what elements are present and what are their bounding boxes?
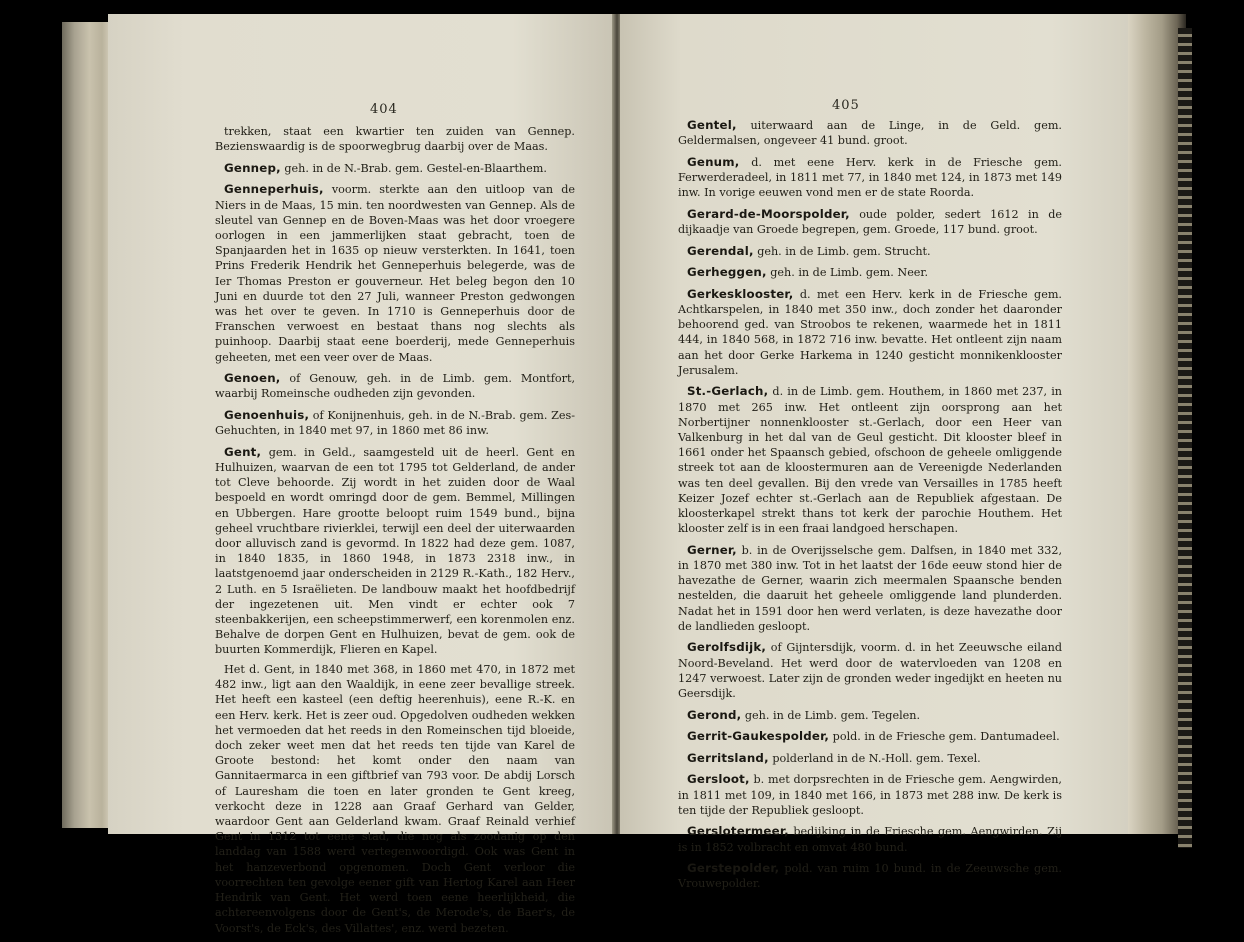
entry-text: Het d. Gent, in 1840 met 368, in 1860 met 470, in 1872 met 482 inw., ligt aan den Waaldijk, in eene zeer bevallige streek. Het heeft een kasteel (een deftig heerenhuis), eene R.-K. en een Herv. kerk. Het is zeer oud. Opgedolven oudheden wekken het vermoeden dat het reeds in den Romeinschen tijd bloeide, doch zeker weet men dat het reeds ten tijde van Karel de Groote bestond: het komt onder den naam van Gannitaermarca in een giftbrief van 793 voor. De abdij Lorsch of Lauresham die toen en later gronden te Gent kreeg, verkocht deze in 1228 aan Graaf Gerhard van Gelder, waardoor Gent aan Gelderland kwam. Graaf Reinald verhief Gent in 1312 tot eene stad, die nog als zoodanig op den landdag van 1588 werd vertegenwoordigd. Ook was Gent in het hanzeverbond opgenomen. Doch Gent verloor die voorrechten ten gevolge eener gift van Hertog Karel aan Heer Hendrik van Gent. Het werd toen eene heerlijkheid, die achtereenvolgens door de Gent's, de Merode's, de Baer's, de Voorst's, de Eck's, des Villattes', enz. werd bezeten. [215,663,575,935]
headword: Genneperhuis, [224,182,324,197]
entry-text: pold. in de Friesche gem. Dantumadeel. [829,730,1060,744]
headword: Gennep, [224,160,281,175]
headword: Gerendal, [687,243,754,258]
entry [678,861,1062,891]
entry-text: of Genouw, geh. in de Limb. gem. Montfort, waarbij Romeinsche oudheden zijn gevonden. [215,372,575,401]
entry-text: gem. in Geld., saamgesteld uit de heerl. Gent en Hulhuizen, waarvan de een tot 1795 tot Gelderland, de ander tot Cleve behoorde. Zij wordt in het zuiden door de Waal bespoeld en wordt omringd door de gem. Bemmel, Millingen en Ubbergen. Hare grootte beloopt ruim 1549 bund., bijna geheel vruchtbare rivierklei, terwijl een deel der uiterwaarden door alluvisch zand is gevormd. In 1822 had deze gem. 1087, in 1840 1835, in 1860 1948, in 1873 2318 inw., in laatstgenoemd jaar onderscheiden in 2129 R.-Kath., 182 Herv., 2 Luth. en 5 Israëlieten. De landbouw maakt het hoofdbedrijf der ingezetenen uit. Men vindt er echter ook 7 steenbakkerijen, een scheepstimmerwerf, een korenmolen enz. Behalve de dorpen Gent en Hulhuizen, bevat de gem. ook de buurten Kommerdijk, Flieren en Kapel. [215,445,575,657]
page-number: 404 [370,102,398,117]
entry [678,640,1062,701]
headword: Gerond, [687,707,742,722]
headword: Genum, [687,154,740,169]
right-page [620,14,1128,891]
entry-text: voorm. sterkte aan den uitloop van de Niers in de Maas, 15 min. ten noordwesten van Gennep. Als de sleutel van Gennep en de Boven-Maas was het door vroegere oorlogen in een jammerlijken staat gebracht, toen de Spanjaarden het in 1635 op nieuw versterkten. In 1641, toen Prins Frederik Hendrik het Genneperhuis belegerde, was de Ier Thomas Preston er gouverneur. Het beleg begon den 10 Juni en duurde tot den 27 Juli, wanneer Preston gedwongen was het over te geven. In 1710 is Genneperhuis door de Franschen verwoest en bestaat thans nog slechts als puinhoop. Daarbij staat eene boerderij, mede Genneperhuis geheeten, met een veer over de Maas. [215,183,575,364]
entry [678,772,1062,818]
entry [678,384,1062,536]
headword: Genoenhuis, [224,408,310,423]
entry [215,161,575,176]
headword: Gerner, [687,542,737,557]
headword: Gerard-de-Moorspolder, [687,206,850,221]
entry-text: uiterwaard aan de Linge, in de Geld. gem. Geldermalsen, ongeveer 41 bund. groot. [678,119,1062,148]
entry [678,265,1062,280]
headword: Gentel, [687,118,737,132]
headword: Gent, [224,444,262,459]
entry [678,824,1062,854]
entry [678,729,1062,744]
entry [215,371,575,401]
entry-text: oude polder, sedert 1612 in de dijkaadje van Groede begrepen, gem. Groede, 117 bund. groot. [678,207,1062,236]
text-column [215,124,575,942]
entry [678,244,1062,259]
entry [215,182,575,364]
page-number: 405 [832,98,860,113]
entry [678,155,1062,201]
entry-text: geh. in de Limb. gem. Tegelen. [741,708,921,722]
entry [678,751,1062,766]
entry [678,207,1062,237]
entry-text: geh. in de Limb. gem. Neer. [766,266,929,280]
headword: Gerrit-Gaukespolder, [687,729,830,744]
headword: Gerslotermeer, [687,824,789,839]
entry [678,287,1062,378]
left-page [108,14,614,935]
entry-text: geh. in de Limb. gem. Strucht. [753,244,931,258]
left-page-edges [62,22,112,828]
entry [215,445,575,658]
entry-text: d. in de Limb. gem. Houthem, in 1860 met 237, in 1870 met 265 inw. Het ontleent zijn oorsprong aan het Norbertijner nonnenklooster st.-Gerlach, door een Heer van Valkenburg in het dal van de Geul gesticht. Dit klooster bleef in 1661 onder het Spaansch gebied, ofschoon de geheele omliggende streek tot aan de kloostermuren aan de Vereenigde Nederlanden was ten deel gevallen. Bij den vrede van Versailles in 1785 heeft Keizer Jozef echter st.-Gerlach aan de Republiek afgestaan. De kloosterkapel strekt thans tot kerk der parochie Houthem. Het klooster zelf is in een fraai landgoed herschapen. [678,385,1062,536]
headword: Gerolfsdijk, [687,640,767,655]
headword: St.-Gerlach, [687,384,769,399]
headword: Gerheggen, [687,265,767,280]
entry-text: pold. van ruim 10 bund. in de Zeeuwsche gem. Vrouwepolder. [678,862,1062,891]
right-page-edges [1126,14,1186,834]
headword: Gerritsland, [687,750,769,765]
headword: Genoen, [224,371,281,386]
entry-text: of Konijnenhuis, geh. in de N.-Brab. gem. Zes-Gehuchten, in 1840 met 97, in 1860 met 86 inw. [215,409,575,438]
headword: Gerkesklooster, [687,286,794,301]
entry-text: b. met dorpsrechten in de Friesche gem. Aengwirden, in 1811 met 109, in 1840 met 166, in 1873 met 288 inw. De kerk is ten tijde der Republiek gesloopt. [678,773,1062,817]
entry-text: trekken, staat een kwartier ten zuiden van Gennep. Bezienswaardig is de spoorwegbrug daarbij over de Maas. [215,125,575,154]
text-column [678,118,1062,898]
entry [215,408,575,438]
entry [678,118,1062,148]
entry-text: geh. in de N.-Brab. gem. Gestel-en-Blaarthem. [280,161,547,175]
entry-text: b. in de Overijsselsche gem. Dalfsen, in 1840 met 332, in 1870 met 380 inw. Tot in het laatst der 16de eeuw stond hier de havezathe de Gerner, waarin zich meermalen Spaansche benden nestelden, die daaruit het geheele omliggende land plunderden. Nadat het in 1591 door hen werd verlaten, is deze havezathe door de landlieden gesloopt. [678,543,1062,633]
entry-text: bedijking in de Friesche gem. Aengwirden. Zij is in 1852 volbracht en omvat 480 bund. [678,825,1062,854]
headword: Gersloot, [687,772,750,787]
entry-text: d. met eene Herv. kerk in de Friesche gem. Ferwerderadeel, in 1811 met 77, in 1840 met 124, in 1873 met 149 inw. In vorige eeuwen vond men er de state Roorda. [678,155,1062,200]
entry [215,124,575,154]
headword: Gerstepolder, [687,861,780,876]
entry [678,708,1062,723]
entry-text: of Gijntersdijk, voorm. d. in het Zeeuwsche eiland Noord-Beveland. Het werd door de watervloeden van 1208 en 1247 verwoest. Later zijn de gronden weder ingedijkt en heeten nu Geersdijk. [678,641,1062,701]
entry [215,662,575,936]
book-spine [1178,28,1192,848]
entry-text: d. met een Herv. kerk in de Friesche gem. Achtkarspelen, in 1840 met 350 inw., doch zonder het daaronder behoorend ged. van Stroobos te rekenen, waarmede het in 1811 444, in 1840 568, in 1872 716 inw. bevatte. Het ontleent zijn naam aan het door Gerke Harkema in 1240 gesticht monnikenklooster Jerusalem. [678,287,1062,377]
entry-text: polderland in de N.-Holl. gem. Texel. [768,751,981,765]
entry [678,543,1062,634]
